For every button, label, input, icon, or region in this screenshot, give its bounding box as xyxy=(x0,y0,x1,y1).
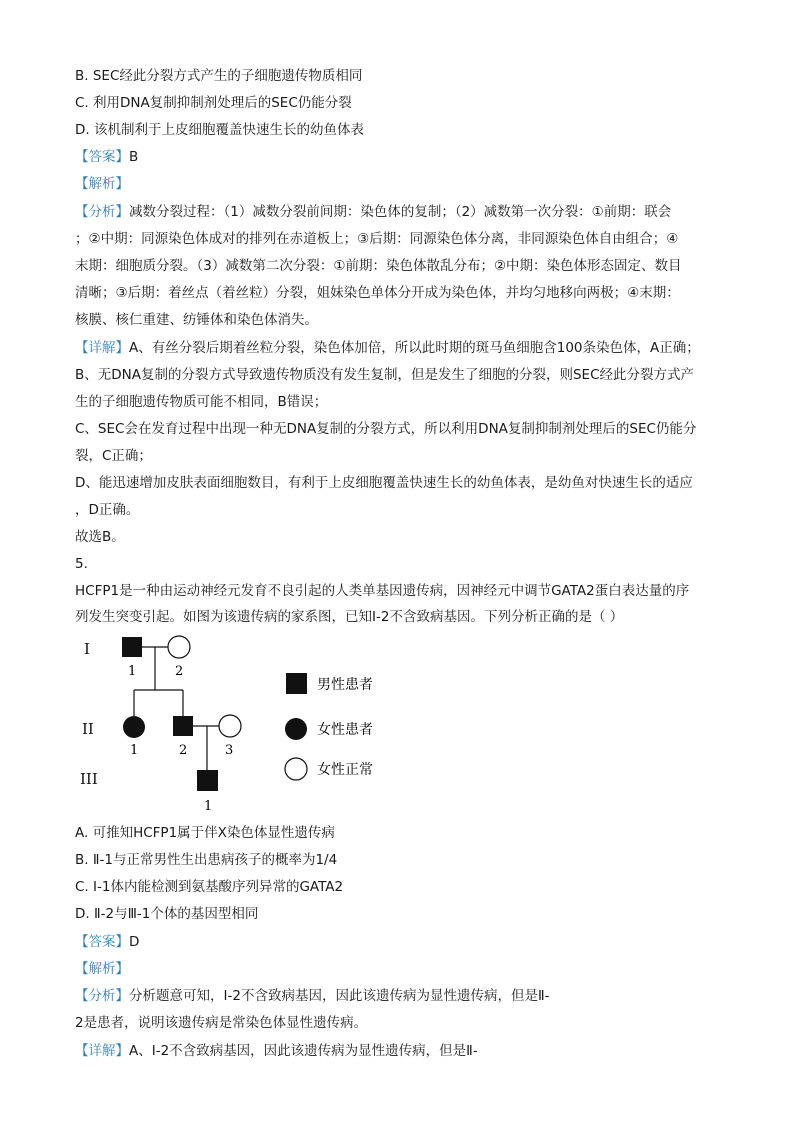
individual-III-1-affected-male xyxy=(197,770,218,791)
fenxi-line-4: 清晰；③后期：着丝点（着丝粒）分裂，姐妹染色单体分开成为染色体，并均匀地移向两极；④末期： xyxy=(75,285,680,301)
fenxi-line-5: 核膜、核仁重建、纺锤体和染色体消失。 xyxy=(75,312,318,328)
fenxi-line-3: 末期：细胞质分裂。（3）减数第二次分裂：①前期：染色体散乱分布；②中期：染色体形态固定、数目 xyxy=(75,258,682,274)
answer-line-1 xyxy=(75,147,138,167)
answer-value: B xyxy=(129,149,139,165)
legend-label-male-affected: 男性患者 xyxy=(317,677,373,693)
fenxi-text: 分析题意可知，I-2不含致病基因，因此该遗传病为显性遗传病，但是Ⅱ- xyxy=(129,988,550,1004)
xiangjie-line-8: 故选B。 xyxy=(75,529,125,545)
xiangjie-line-7: ，D正确。 xyxy=(75,502,140,518)
legend-label-female-affected: 女性患者 xyxy=(317,722,373,738)
xiangjie-text: A、I-2不含致病基因，因此该遗传病为显性遗传病，但是Ⅱ- xyxy=(129,1043,478,1059)
xiangjie2-line-1 xyxy=(75,1041,478,1061)
individual-II-3-normal-female xyxy=(219,715,241,737)
legend-female-affected-icon xyxy=(285,718,307,740)
xiangjie-line-4: C、SEC会在发育过程中出现一种无DNA复制的分裂方式，所以利用DNA复制抑制剂处理后的SEC仍能分 xyxy=(75,421,697,437)
fenxi-line-2: ；②中期：同源染色体成对的排列在赤道板上；③后期：同源染色体分离，非同源染色体自由组合；④ xyxy=(75,231,679,247)
answer-tag: 【答案】 xyxy=(75,149,129,165)
fenxi-tag: 【分析】 xyxy=(75,988,129,1004)
label-I-2: 2 xyxy=(175,664,184,679)
option-d-prev: D. 该机制利于上皮细胞覆盖快速生长的幼鱼体表 xyxy=(75,122,364,138)
answer-value: D xyxy=(129,934,140,950)
generation-label-III: III xyxy=(80,770,98,788)
label-II-2: 2 xyxy=(179,743,188,758)
answer-tag: 【答案】 xyxy=(75,934,129,950)
xiangjie-line-5: 裂，C正确； xyxy=(75,448,152,464)
individual-II-2-affected-male xyxy=(173,716,193,736)
analysis-tag-1: 【解析】 xyxy=(75,176,129,192)
fenxi-line-1 xyxy=(75,202,671,222)
individual-I-2-normal-female xyxy=(168,636,190,658)
question-number: 5. xyxy=(75,556,88,572)
fenxi2-line-1 xyxy=(75,986,549,1006)
pedigree-diagram xyxy=(70,628,410,818)
q5-option-c: C. I-1体内能检测到氨基酸序列异常的GATA2 xyxy=(75,879,344,895)
answer-line-2 xyxy=(75,932,139,952)
xiangjie-tag: 【详解】 xyxy=(75,1043,129,1059)
q5-option-d: D. Ⅱ-2与Ⅲ-1个体的基因型相同 xyxy=(75,906,259,922)
xiangjie-line-2: B、无DNA复制的分裂方式导致遗传物质没有发生复制，但是发生了细胞的分裂，则SEC经此分裂方式产 xyxy=(75,367,695,383)
option-c-prev: C. 利用DNA复制抑制剂处理后的SEC仍能分裂 xyxy=(75,95,352,111)
individual-II-1-affected-female xyxy=(123,716,145,738)
xiangjie-text: A、有丝分裂后期着丝粒分裂，染色体加倍，所以此时期的斑马鱼细胞含100条染色体，A正确； xyxy=(129,340,700,356)
individual-I-1-affected-male xyxy=(122,637,142,657)
label-III-1: 1 xyxy=(204,799,213,814)
legend-male-affected-icon xyxy=(286,673,307,694)
xiangjie-line-1 xyxy=(75,338,700,358)
label-II-1: 1 xyxy=(130,743,139,758)
question-stem-2: 列发生突变引起。如图为该遗传病的家系图，已知I-2不含致病基因。下列分析正确的是（ ） xyxy=(75,609,624,625)
label-II-3: 3 xyxy=(225,743,234,758)
generation-label-I: I xyxy=(84,640,90,658)
xiangjie-line-6: D、能迅速增加皮肤表面细胞数目，有利于上皮细胞覆盖快速生长的幼鱼体表，是幼鱼对快速生长的适应 xyxy=(75,475,693,491)
question-stem-1: HCFP1是一种由运动神经元发育不良引起的人类单基因遗传病，因神经元中调节GATA2蛋白表达量的序 xyxy=(75,583,690,599)
label-I-1: 1 xyxy=(128,664,137,679)
xiangjie-tag: 【详解】 xyxy=(75,340,129,356)
option-b-prev: B. SEC经此分裂方式产生的子细胞遗传物质相同 xyxy=(75,68,363,84)
q5-option-b: B. Ⅱ-1与正常男性生出患病孩子的概率为1/4 xyxy=(75,852,338,868)
analysis-tag-2: 【解析】 xyxy=(75,961,129,977)
legend-label-female-normal: 女性正常 xyxy=(317,762,373,778)
fenxi-tag: 【分析】 xyxy=(75,204,129,220)
fenxi-text: 减数分裂过程：（1）减数分裂前间期：染色体的复制；（2）减数第一次分裂：①前期：联会 xyxy=(129,204,672,220)
q5-option-a: A. 可推知HCFP1属于伴X染色体显性遗传病 xyxy=(75,825,335,841)
generation-label-II: II xyxy=(82,720,94,738)
xiangjie-line-3: 生的子细胞遗传物质可能不相同，B错误； xyxy=(75,394,328,410)
legend-female-normal-icon xyxy=(285,758,307,780)
fenxi2-line-2: 2是患者，说明该遗传病是常染色体显性遗传病。 xyxy=(75,1015,368,1031)
